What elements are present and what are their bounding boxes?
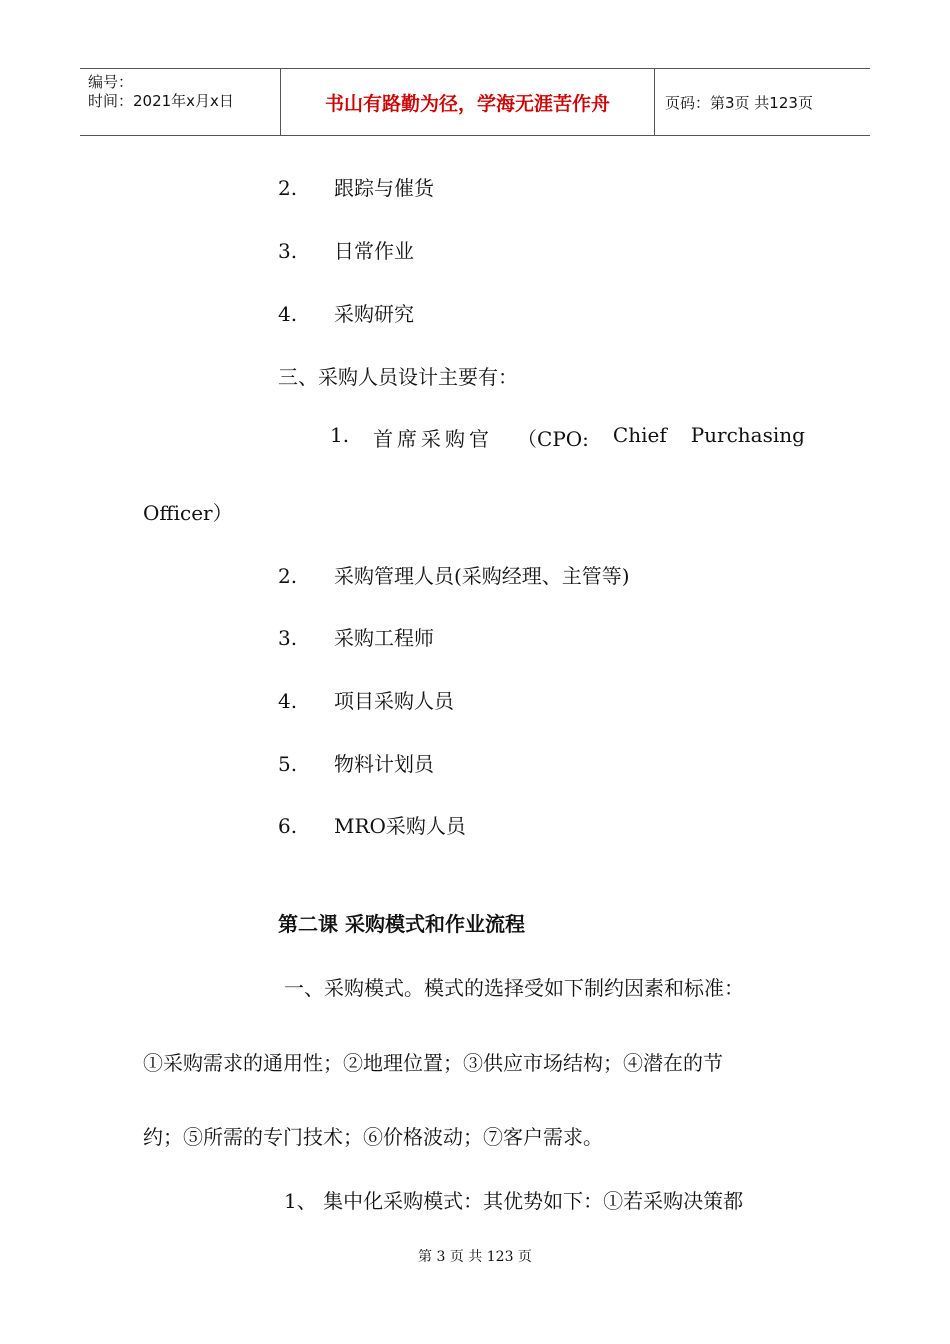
list-item bbox=[330, 423, 805, 452]
list-number: 3. bbox=[278, 239, 298, 263]
list-item bbox=[278, 298, 414, 327]
header-meta bbox=[80, 69, 281, 135]
list-item bbox=[278, 748, 434, 777]
list-item bbox=[278, 685, 454, 714]
list-text: MRO采购人员 bbox=[334, 814, 466, 838]
header-motto: 书山有路勤为径，学海无涯苦作舟 bbox=[281, 69, 655, 135]
page-header bbox=[80, 68, 870, 136]
list-word: Chief bbox=[612, 423, 667, 447]
list-item bbox=[278, 172, 434, 201]
paragraph: 一、采购模式。模式的选择受如下制约因素和标准： bbox=[284, 976, 744, 1000]
list-continuation: Officer） bbox=[143, 501, 233, 525]
list-word: Purchasing bbox=[690, 423, 805, 447]
list-number: 5. bbox=[278, 752, 298, 776]
list-word: 首席采购官 bbox=[373, 427, 494, 451]
list-word: （CPO: bbox=[517, 427, 589, 451]
paragraph: 1、 集中化采购模式：其优势如下：①若采购决策都 bbox=[284, 1189, 744, 1213]
list-number: 2. bbox=[278, 564, 298, 588]
page-footer: 第 3 页 共 123 页 bbox=[418, 1249, 532, 1265]
lesson-title: 第二课 采购模式和作业流程 bbox=[278, 912, 525, 936]
list-item bbox=[278, 560, 630, 589]
section-title: 三、采购人员设计主要有： bbox=[278, 365, 518, 389]
list-item bbox=[278, 235, 414, 264]
time-label: 时间：2021年x月x日 bbox=[88, 92, 234, 110]
paragraph-line: 约；⑤所需的专门技术；⑥价格波动；⑦客户需求。 bbox=[143, 1125, 603, 1149]
code-label: 编号： bbox=[88, 73, 134, 91]
list-number: 3. bbox=[278, 626, 298, 650]
list-number: 6. bbox=[278, 814, 298, 838]
list-text: 物料计划员 bbox=[334, 752, 434, 776]
list-number: 2. bbox=[278, 176, 298, 200]
list-number: 4. bbox=[278, 689, 298, 713]
list-text: 采购管理人员(采购经理、主管等) bbox=[334, 564, 630, 588]
list-text: 采购工程师 bbox=[334, 626, 434, 650]
list-text: 日常作业 bbox=[334, 239, 414, 263]
list-item bbox=[278, 622, 434, 651]
header-page-label: 页码：第3页 共123页 bbox=[665, 93, 813, 112]
list-item bbox=[278, 810, 466, 839]
list-text: 采购研究 bbox=[334, 302, 414, 326]
paragraph-line: ①采购需求的通用性；②地理位置；③供应市场结构；④潜在的节 bbox=[143, 1051, 723, 1075]
list-text: 项目采购人员 bbox=[334, 689, 454, 713]
list-text: 跟踪与催货 bbox=[334, 176, 434, 200]
list-number: 1. bbox=[330, 423, 350, 447]
list-number: 4. bbox=[278, 302, 298, 326]
